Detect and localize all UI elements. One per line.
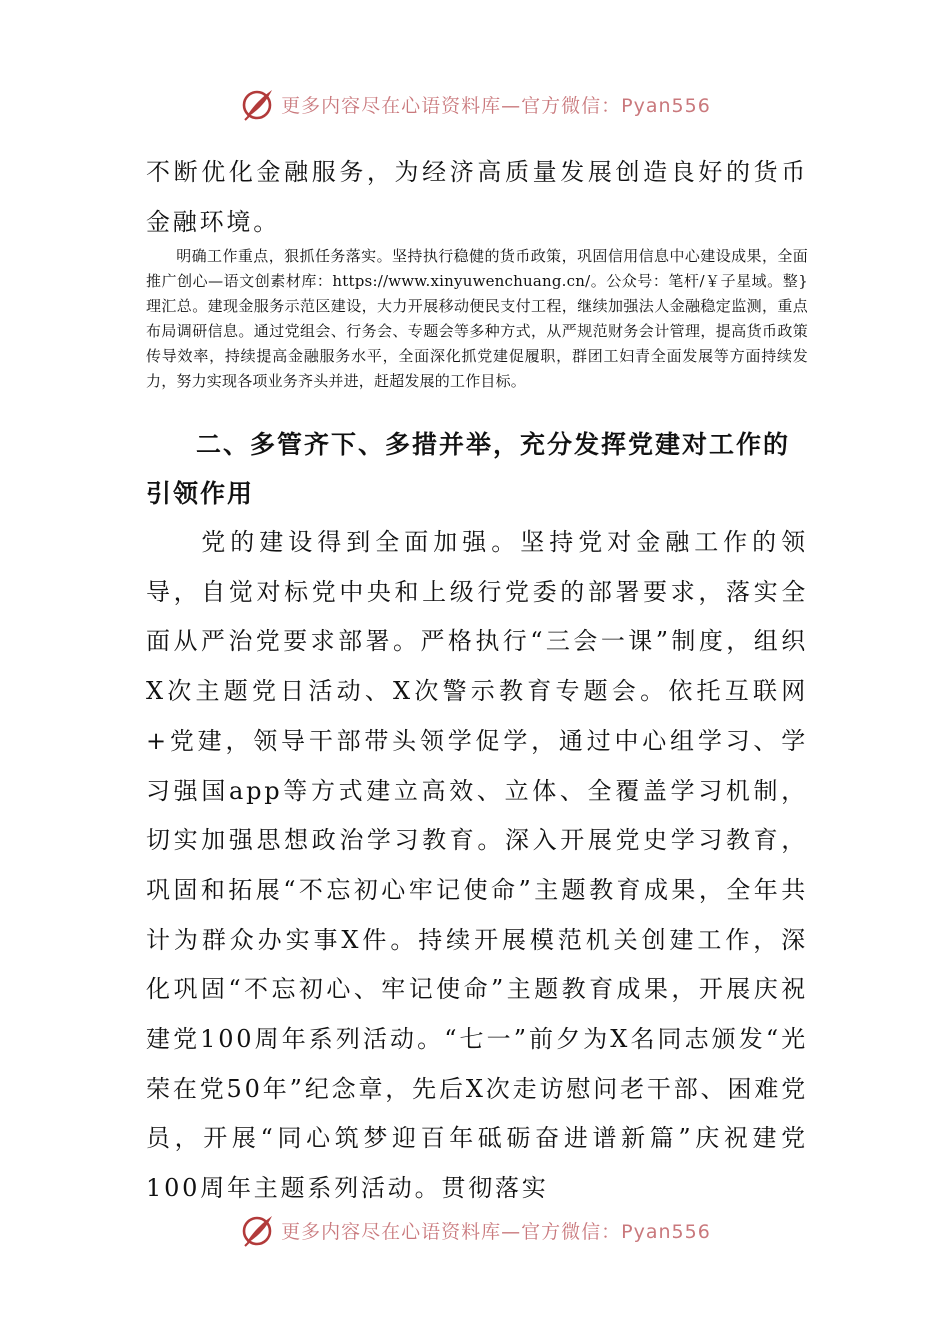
watermark-banner-bottom xyxy=(0,1208,950,1252)
paragraph-body xyxy=(146,518,808,1214)
watermark-banner-top xyxy=(0,82,950,126)
paragraph-text: 不断优化金融服务，为经济高质量发展创造良好的货币金融环境。 xyxy=(146,158,808,236)
paragraph-body-text: 党的建设得到全面加强。坚持党对金融工作的领导，自觉对标党中央和上级行党委的部署要求，落实全面从严治党要求部署。严格执行“三会一课”制度，组织X次主题党日活动、X次警示教育专题会。依托互联网+党建，领导干部带头领学促学，通过中心组学习、学习强国app等方式建立高效、立体、全覆盖学习机制，切实加强思想政治学习教育。深入开展党史学习教育，巩固和拓展“不忘初心牢记使命”主题教育成果，全年共计为群众办实事X件。持续开展模范机关创建工作，深化巩固“不忘初心、牢记使命”主题教育成果，开展庆祝建党100周年系列活动。“七一”前夕为X名同志颁发“光荣在党50年”纪念章，先后X次走访慰问老干部、困难党员，开展“同心筑梦迎百年砥砺奋进谱新篇”庆祝建党100周年主题系列活动。贯彻落实 xyxy=(146,528,808,1203)
paragraph-continuation xyxy=(146,148,808,247)
quill-logo-icon xyxy=(239,1212,275,1248)
paragraph-small-print xyxy=(146,244,808,394)
section-heading xyxy=(146,420,808,518)
quill-logo-icon xyxy=(239,86,275,122)
paragraph-small-text: 明确工作重点，狠抓任务落实。坚持执行稳健的货币政策，巩固信用信息中心建设成果，全面推广创心—语文创素材库：https://www.xinyuwenchuang.cn/。公众号：笔杆/￥子星域。整}理汇总。建现金服务示范区建设，大力开展移动便民支付工程，继续加强法人金融稳定监测，重点布局调研信息。通过党组会、行务会、专题会等多种方式，从严规范财务会计管理，提高货币政策传导效率，持续提高金融服务水平，全面深化抓党建促履职，群团工妇青全面发展等方面持续发力，努力实现各项业务齐头并进，赶超发展的工作目标。 xyxy=(146,247,808,390)
watermark-text: 更多内容尽在心语资料库—官方微信：Pyan556 xyxy=(281,94,711,117)
section-heading-text: 二、多管齐下、多措并举，充分发挥党建对工作的引领作用 xyxy=(146,430,791,508)
watermark-text: 更多内容尽在心语资料库—官方微信：Pyan556 xyxy=(281,1220,711,1243)
